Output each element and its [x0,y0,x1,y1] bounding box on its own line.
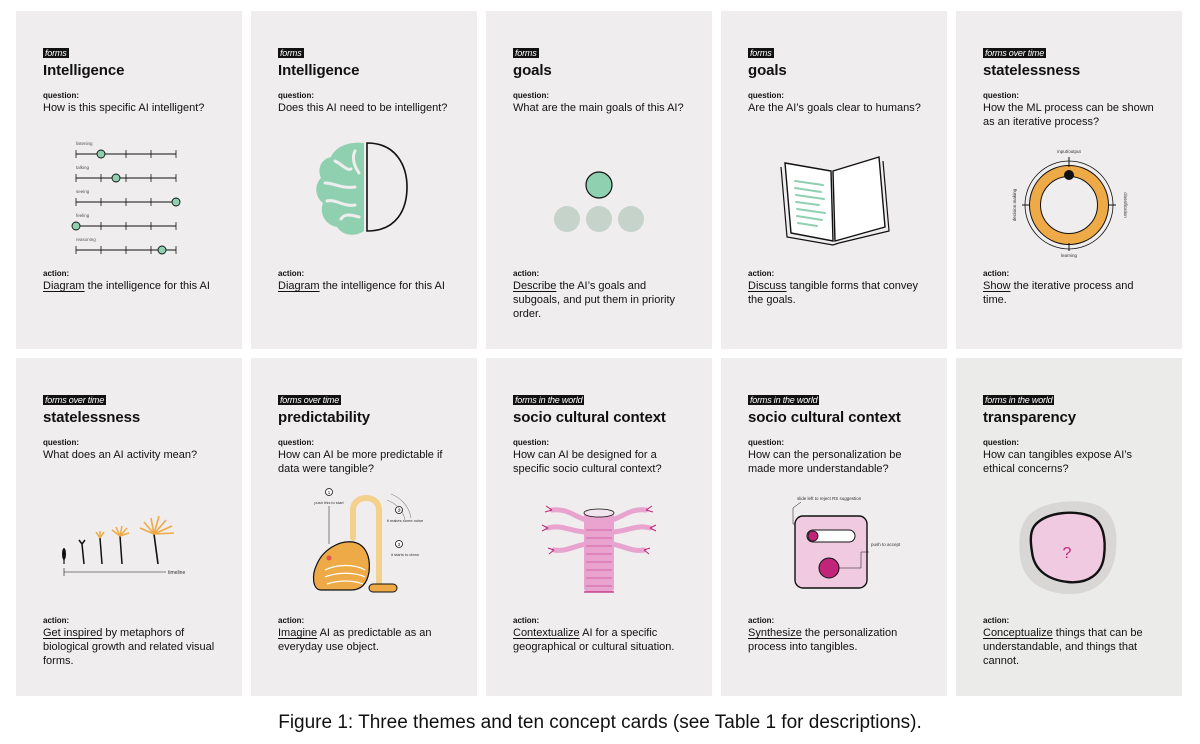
intelligence-sliders-illustration [16,133,242,263]
action-label: action: [278,269,305,278]
action-verb: Contextualize [513,627,580,639]
action-verb: Synthesize [748,627,802,639]
card-title: predictability [278,409,370,426]
question-text: Are the AI’s goals clear to humans? [748,102,921,114]
step-number: 3 [397,542,401,547]
card-theme: forms in the world [515,395,583,405]
action-block [983,616,1166,668]
card-title: socio cultural context [513,409,666,426]
step-text: it starts to clean [390,552,420,557]
card-theme: forms [45,48,67,58]
sprout-timeline-icon [16,480,242,610]
action-verb: Diagram [278,280,320,292]
card-theme: forms in the world [750,395,818,405]
action-block [748,269,931,307]
question-label: question: [748,438,784,447]
action-text [43,626,226,668]
open-book-illustration [721,133,947,263]
question-text: What are the main goals of this AI? [513,102,684,114]
action-block [43,616,226,668]
question-text: How the ML process can be shown as an iterative process? [983,102,1154,128]
question-label: question: [278,438,314,447]
action-verb: Discuss [748,280,787,292]
slider-label: feeling [76,213,90,218]
question-label: question: [513,438,549,447]
action-verb: Imagine [278,627,318,639]
card-theme: forms [280,48,302,58]
question-label: question: [278,91,314,100]
action-label: action: [43,616,70,625]
action-rest: the AI’s goals and subgoals, and put them in priority order. [513,280,676,320]
action-block [513,269,696,321]
concept-card [16,11,242,349]
action-rest: AI as predictable as an everyday use object. [278,627,432,653]
action-label: action: [983,616,1010,625]
action-rest: the intelligence for this AI [319,280,445,292]
card-grid [16,11,1182,696]
card-theme: forms in the world [985,395,1053,405]
concept-card [16,358,242,696]
action-verb: Get inspired [43,627,103,639]
card-title: statelessness [983,62,1081,79]
action-block [278,616,461,654]
cycle-ring-icon [956,133,1182,263]
transparency-blob-illustration [956,480,1182,610]
slider-knob [97,150,105,158]
action-text [278,626,461,654]
concept-card [251,358,477,696]
brain-illustration [251,133,477,263]
cycle-label-decision-making: decision making [1012,188,1017,222]
card-title: statelessness [43,409,141,426]
slider-knob [158,246,166,254]
question-text: Does this AI need to be intelligent? [278,102,448,114]
blob-question-icon [956,480,1182,610]
concept-card [486,358,712,696]
action-verb: Diagram [43,280,85,292]
card-theme: forms over time [985,48,1045,58]
question-text: How can the personalization be made more understandable? [748,449,902,475]
action-block [278,269,461,293]
card-title: goals [748,62,787,79]
slider-label: reasoning [76,237,96,242]
action-rest: things that can be understandable, and things that cannot. [983,627,1143,667]
action-label: action: [278,616,305,625]
action-text [43,279,226,293]
step-text: it makes some noise [386,518,424,523]
step-text: push this to start [314,500,344,505]
cycle-label-classification: classification [1123,192,1128,218]
concept-card [956,11,1182,349]
action-label: action: [748,269,775,278]
personalization-device-illustration [721,480,947,610]
question-label: question: [983,438,1019,447]
question-text: How is this specific AI intelligent? [43,102,205,114]
card-title: Intelligence [43,62,125,79]
question-label: question: [513,91,549,100]
card-theme: forms [750,48,772,58]
card-title: socio cultural context [748,409,901,426]
question-text: What does an AI activity mean? [43,449,198,461]
iterative-cycle-illustration [956,133,1182,263]
action-text [983,279,1166,307]
growth-timeline-illustration [16,480,242,610]
card-title: Intelligence [278,62,360,79]
card-theme: forms over time [280,395,340,405]
question-label: question: [983,91,1019,100]
device-label-accept: push to accept [871,542,901,547]
slider-label: listening [76,141,93,146]
slider-button-device-icon [721,480,947,610]
action-text [513,279,696,321]
action-verb: Show [983,280,1011,292]
half-brain-icon [251,133,477,263]
concept-card [956,358,1182,696]
vacuum-cleaner-icon [251,480,477,610]
slider-knob [72,222,80,230]
action-text [748,626,931,654]
action-rest: the intelligence for this AI [84,280,210,292]
action-block [43,269,226,293]
action-label: action: [513,616,540,625]
action-verb: Describe [513,280,557,292]
question-mark-glyph: ? [1062,545,1072,562]
slider-label: seeing [76,189,90,194]
action-verb: Conceptualize [983,627,1053,639]
card-title: transparency [983,409,1077,426]
action-block [513,616,696,654]
action-block [748,616,931,654]
question-text: How can AI be designed for a specific socio cultural context? [513,449,662,475]
slider-knob [172,198,180,206]
question-label: question: [43,91,79,100]
action-text [983,626,1166,668]
goal-hierarchy-icon [486,133,712,263]
concept-card [721,11,947,349]
axolotl-speaker-illustration [486,480,712,610]
goals-circles-illustration [486,133,712,263]
action-text [513,626,696,654]
question-label: question: [43,438,79,447]
question-text: How can tangibles expose AI’s ethical concerns? [983,449,1132,475]
figure-caption: Figure 1: Three themes and ten concept cards (see Table 1 for descriptions). [278,712,922,733]
action-rest: by metaphors of biological growth and related visual forms. [43,627,215,667]
timeline-label: timeline [168,570,186,576]
concept-card [721,358,947,696]
concept-card [486,11,712,349]
cycle-label-input-output: input/output [1057,149,1081,154]
question-text: How can AI be more predictable if data were tangible? [278,449,443,475]
smart-speaker-icon [486,480,712,610]
action-label: action: [513,269,540,278]
device-label-reject: slide left to reject RS suggestion [797,496,862,501]
action-rest: the personalization process into tangibles. [748,627,898,653]
action-text [278,279,461,293]
action-rest: the iterative process and time. [983,280,1134,306]
cycle-label-learning: learning [1060,253,1078,258]
slider-label: talking [76,165,90,170]
question-label: question: [748,91,784,100]
sliders-diagram [16,133,242,263]
card-theme: forms [515,48,537,58]
step-number: 2 [397,508,401,513]
card-title: goals [513,62,552,79]
action-rest: AI for a specific geographical or cultural situation. [513,627,675,653]
open-book-icon [721,133,947,263]
slider-knob [112,174,120,182]
action-label: action: [748,616,775,625]
action-text [748,279,931,307]
action-label: action: [983,269,1010,278]
action-block [983,269,1166,307]
step-number: 1 [327,490,331,495]
card-theme: forms over time [45,395,105,405]
vacuum-illustration [251,480,477,610]
action-label: action: [43,269,70,278]
action-rest: tangible forms that convey the goals. [748,280,918,306]
concept-card [251,11,477,349]
